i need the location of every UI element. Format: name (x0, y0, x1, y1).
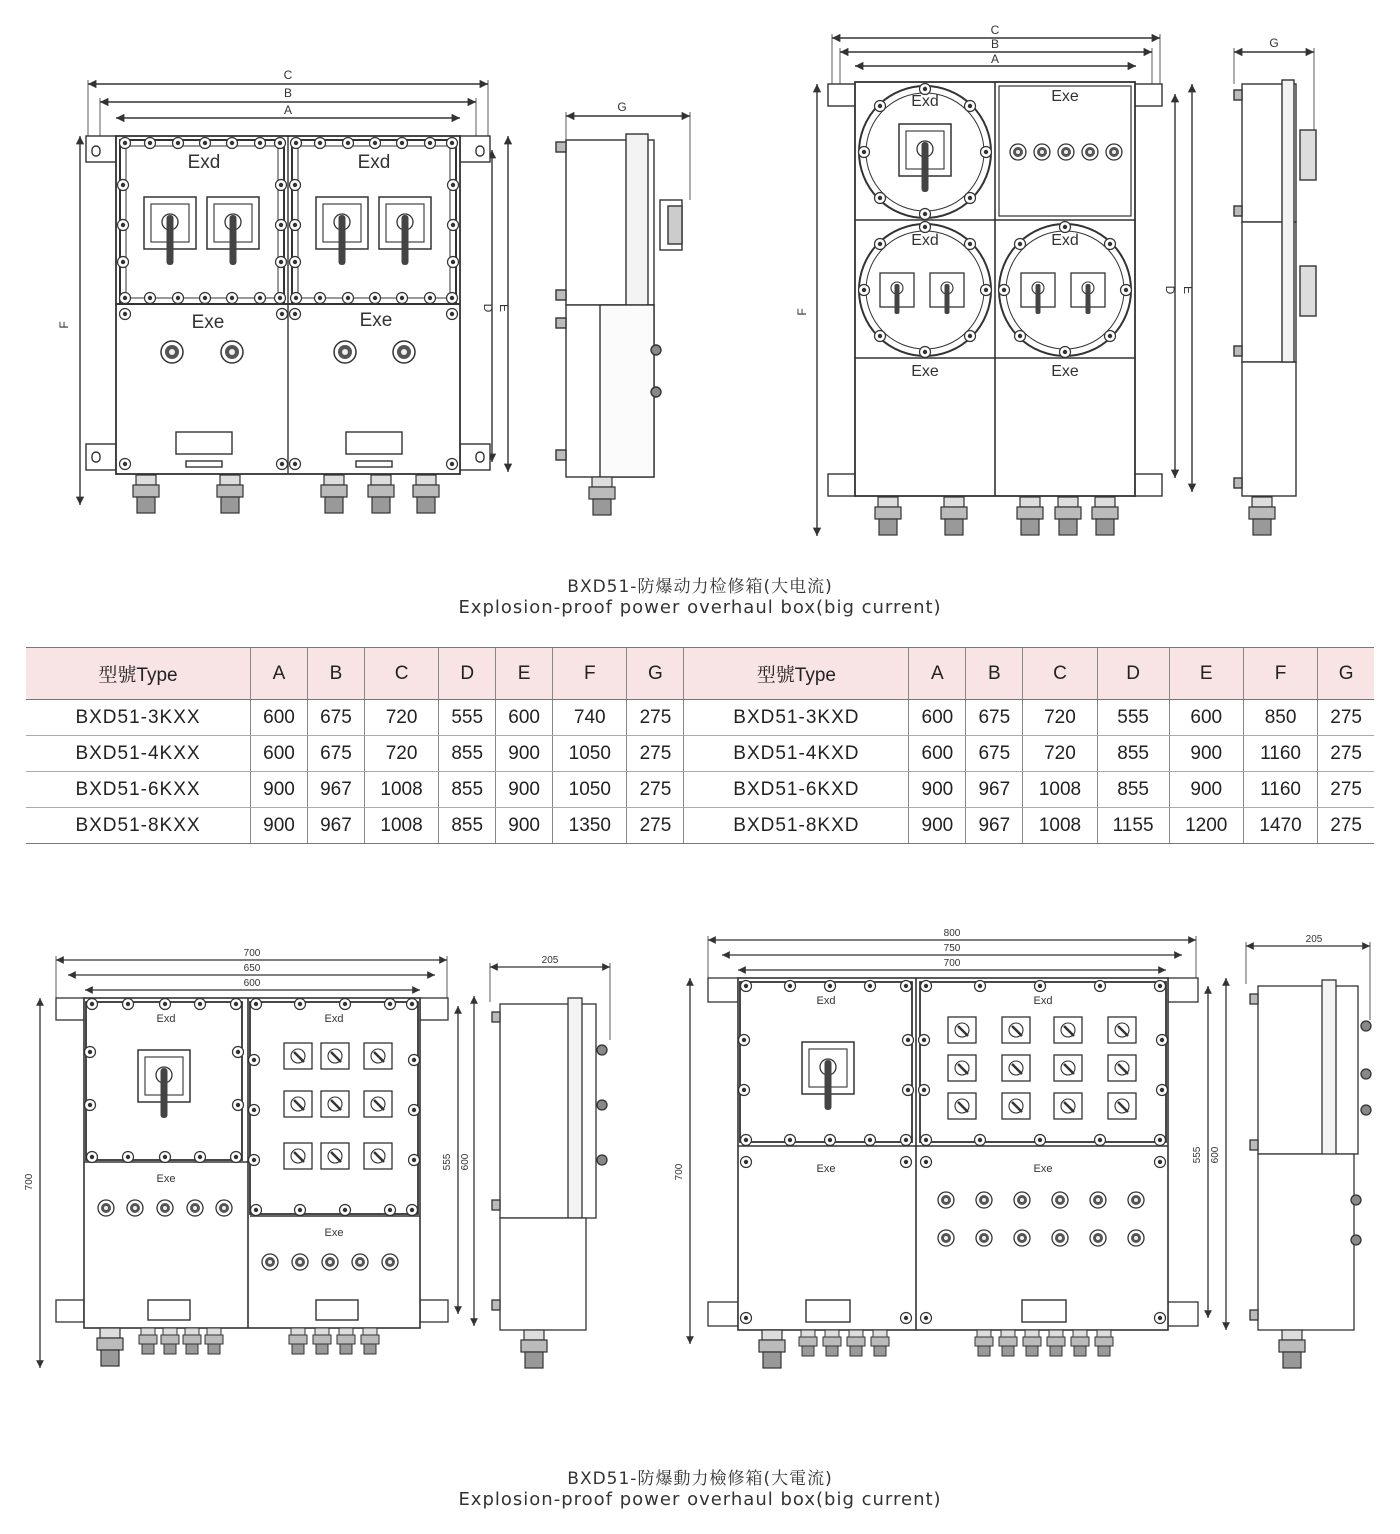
cell: 275 (627, 772, 684, 808)
bl-dim-600: 600 (243, 978, 261, 989)
caption-bottom-chinese: BXD51-防爆動力檢修箱(大電流) (567, 1469, 833, 1489)
bl-dim-700: 700 (243, 948, 261, 959)
cell: 967 (966, 808, 1023, 844)
bl-glands (97, 1328, 379, 1366)
cell: 275 (1318, 808, 1374, 844)
tr-dim-d: D (1163, 285, 1177, 295)
header-f-2: F (1243, 648, 1317, 700)
cell: 275 (1318, 700, 1374, 736)
cell-type: BXD51-8KXX (26, 808, 251, 844)
tr-dim-b: B (990, 37, 1000, 51)
caption-bottom-english: Explosion-proof power overhaul box(big current) (458, 1489, 942, 1510)
cell: 600 (496, 700, 553, 736)
cell: 967 (966, 772, 1023, 808)
cell: 600 (251, 700, 308, 736)
cell: 900 (496, 772, 553, 808)
cell: 275 (627, 736, 684, 772)
cell: 967 (307, 772, 364, 808)
header-a: A (251, 648, 308, 700)
tr-exd-1: Exd (911, 93, 939, 110)
cell: 1050 (553, 736, 627, 772)
bl-dim-555: 555 (442, 1153, 453, 1171)
cell: 720 (364, 736, 438, 772)
table-row (26, 700, 1374, 736)
bl-dim-g: 205 (541, 955, 559, 966)
cell-type: BXD51-4KXX (26, 736, 251, 772)
cell: 900 (496, 808, 553, 844)
cell: 1008 (1023, 772, 1097, 808)
side-view-top-left (556, 112, 690, 477)
br-dim-g: 205 (1305, 934, 1323, 945)
cell: 1008 (364, 808, 438, 844)
tl-exe-1: Exe (191, 312, 225, 333)
cell: 275 (1318, 772, 1374, 808)
header-c-2: C (1023, 648, 1097, 700)
bl-exe-2: Exe (324, 1227, 344, 1239)
cell-type: BXD51-3KXX (26, 700, 251, 736)
tl-exd-2: Exd (357, 152, 391, 173)
cell: 600 (1169, 700, 1243, 736)
br-exe-2: Exe (1033, 1163, 1053, 1175)
table-row (26, 736, 1374, 772)
header-g: G (627, 648, 684, 700)
cell-type: BXD51-8KXD (684, 808, 909, 844)
header-b: B (307, 648, 364, 700)
cell: 600 (909, 700, 966, 736)
tr-exe-3: Exe (1051, 363, 1079, 380)
caption-top-english: Explosion-proof power overhaul box(big current) (458, 597, 942, 618)
bl-side-gland (521, 1330, 547, 1368)
cell: 1160 (1243, 736, 1317, 772)
tr-exe-2: Exe (911, 363, 939, 380)
cell: 900 (251, 772, 308, 808)
cell: 900 (251, 808, 308, 844)
bl-exd-2: Exd (324, 1013, 344, 1025)
br-exe: Exe (816, 1163, 836, 1175)
tl-dim-e: E (497, 303, 511, 313)
br-dim-700: 700 (943, 958, 961, 969)
table-row (26, 772, 1374, 808)
cell: 720 (1023, 700, 1097, 736)
cell: 900 (496, 736, 553, 772)
dimension-table (26, 647, 1374, 844)
cell: 555 (439, 700, 496, 736)
br-exd-2: Exd (1033, 995, 1053, 1007)
header-f: F (553, 648, 627, 700)
cell: 855 (439, 736, 496, 772)
br-dim-hf: 700 (674, 1163, 685, 1181)
br-exd: Exd (816, 995, 836, 1007)
cell-type: BXD51-3KXD (684, 700, 909, 736)
tl-side-gland (589, 477, 615, 515)
table-row (26, 808, 1374, 844)
cell: 855 (1097, 772, 1169, 808)
tl-exd-1: Exd (187, 152, 221, 173)
cell: 720 (1023, 736, 1097, 772)
cell: 720 (364, 700, 438, 736)
cell: 675 (966, 736, 1023, 772)
cell: 600 (251, 736, 308, 772)
tl-exe-2: Exe (359, 310, 393, 331)
header-a-2: A (909, 648, 966, 700)
cell: 740 (553, 700, 627, 736)
cell: 555 (1097, 700, 1169, 736)
header-e-2: E (1169, 648, 1243, 700)
bl-dim-hf: 700 (24, 1173, 35, 1191)
cell: 1470 (1243, 808, 1317, 844)
tl-dim-f: F (57, 321, 71, 329)
cell: 1160 (1243, 772, 1317, 808)
tr-dim-c: C (990, 23, 1000, 37)
bl-exd: Exd (156, 1013, 176, 1025)
table-header-row (26, 648, 1374, 700)
cell: 855 (439, 772, 496, 808)
caption-top-chinese: BXD51-防爆动力检修箱(大电流) (567, 577, 833, 597)
cell: 855 (1097, 736, 1169, 772)
cell: 967 (307, 808, 364, 844)
tl-dim-a: A (283, 103, 293, 117)
header-type: 型號Type (26, 648, 251, 700)
tr-dim-a: A (990, 52, 1000, 66)
tr-dim-e: E (1181, 285, 1195, 295)
cell: 855 (439, 808, 496, 844)
tl-dim-d: D (481, 303, 495, 313)
cell: 675 (307, 700, 364, 736)
header-b-2: B (966, 648, 1023, 700)
tl-glands (133, 475, 439, 513)
side-view-bottom-left (490, 963, 610, 1330)
cell: 275 (627, 700, 684, 736)
cell: 1008 (364, 772, 438, 808)
tl-dim-g: G (617, 100, 627, 114)
tr-dim-f: F (795, 308, 809, 316)
br-glands (759, 1330, 1113, 1368)
cell: 1350 (553, 808, 627, 844)
cell: 1200 (1169, 808, 1243, 844)
header-d-2: D (1097, 648, 1169, 700)
tr-exd-3: Exd (1051, 232, 1079, 249)
header-e: E (496, 648, 553, 700)
cell: 1050 (553, 772, 627, 808)
cell: 675 (966, 700, 1023, 736)
header-d: D (439, 648, 496, 700)
header-c: C (364, 648, 438, 700)
bl-breakers (284, 1043, 392, 1169)
cell: 850 (1243, 700, 1317, 736)
cell: 900 (1169, 772, 1243, 808)
bl-dim-h600: 600 (460, 1153, 471, 1171)
cell-type: BXD51-6KXX (26, 772, 251, 808)
bl-exe: Exe (156, 1173, 176, 1185)
br-dim-750: 750 (943, 943, 961, 954)
cell-type: BXD51-4KXD (684, 736, 909, 772)
tr-exd-2: Exd (911, 232, 939, 249)
cell: 1155 (1097, 808, 1169, 844)
side-view-bottom-right (1246, 942, 1371, 1330)
br-dim-800: 800 (943, 928, 961, 939)
tl-dim-b: B (283, 86, 293, 100)
cell: 275 (627, 808, 684, 844)
cell: 900 (909, 772, 966, 808)
header-g-2: G (1318, 648, 1374, 700)
cell: 675 (307, 736, 364, 772)
tr-side-gland (1249, 497, 1275, 535)
cell: 900 (909, 808, 966, 844)
cell: 275 (1318, 736, 1374, 772)
br-dim-555: 555 (1192, 1146, 1203, 1164)
cell: 900 (1169, 736, 1243, 772)
bl-dim-650: 650 (243, 963, 261, 974)
br-side-gland (1279, 1330, 1305, 1368)
front-view-bottom-right (690, 936, 1226, 1344)
cell: 1008 (1023, 808, 1097, 844)
tr-glands (875, 497, 1118, 535)
tr-dim-g: G (1269, 36, 1279, 50)
side-view-top-right (1234, 48, 1316, 496)
header-type-2: 型號Type (684, 648, 909, 700)
tl-dim-c: C (283, 68, 293, 82)
cell: 600 (909, 736, 966, 772)
cell-type: BXD51-6KXD (684, 772, 909, 808)
tr-exe-1: Exe (1051, 88, 1079, 105)
br-dim-h600: 600 (1210, 1146, 1221, 1164)
